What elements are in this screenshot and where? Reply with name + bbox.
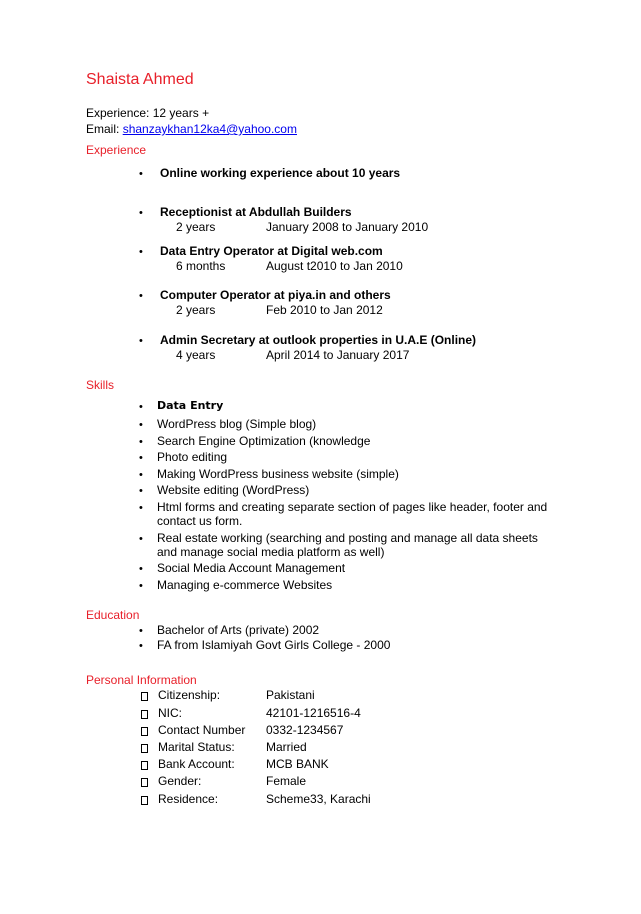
email-label: Email: xyxy=(86,122,120,136)
skill-item: Making WordPress business website (simple) xyxy=(157,467,399,481)
email-row xyxy=(86,122,297,136)
bullet-icon: • xyxy=(139,640,143,652)
personal-label: NIC: xyxy=(158,706,182,720)
section-experience-heading: Experience xyxy=(86,143,147,157)
bullet-icon: • xyxy=(139,436,143,448)
skill-item: Real estate working (searching and posting and manage all data sheets xyxy=(157,531,538,545)
bullet-icon: • xyxy=(139,401,143,413)
checkbox-glyph-icon xyxy=(141,727,148,736)
bullet-icon: • xyxy=(139,452,143,464)
bullet-icon: • xyxy=(139,168,143,180)
section-education-heading: Education xyxy=(86,608,140,622)
skill-item: Social Media Account Management xyxy=(157,561,346,575)
skill-item: Data Entry xyxy=(157,399,224,412)
bullet-icon: • xyxy=(139,533,143,545)
checkbox-glyph-icon xyxy=(141,692,148,701)
personal-label: Contact Number xyxy=(158,723,246,737)
skill-item: Html forms and creating separate section of pages like header, footer and xyxy=(157,500,548,514)
checkbox-glyph-icon xyxy=(141,778,148,787)
section-personal-heading: Personal Information xyxy=(86,673,197,687)
experience-title: Admin Secretary at outlook properties in U.A.E (Online) xyxy=(160,333,477,347)
skill-item: Managing e-commerce Websites xyxy=(157,578,333,592)
bullet-icon: • xyxy=(139,207,143,219)
experience-title: Data Entry Operator at Digital web.com xyxy=(160,244,383,258)
bullet-icon: • xyxy=(139,419,143,431)
personal-label: Citizenship: xyxy=(158,688,221,702)
experience-title: Receptionist at Abdullah Builders xyxy=(160,205,352,219)
bullet-icon: • xyxy=(139,502,143,514)
education-item: Bachelor of Arts (private) 2002 xyxy=(157,623,320,637)
email-link[interactable]: shanzaykhan12ka4@yahoo.com xyxy=(122,122,297,136)
bullet-icon: • xyxy=(139,625,143,637)
experience-duration: 6 months xyxy=(176,259,226,273)
section-skills-heading: Skills xyxy=(86,378,115,392)
personal-value: Scheme33, Karachi xyxy=(266,792,371,806)
personal-value: 42101-1216516-4 xyxy=(266,706,361,720)
personal-label: Residence: xyxy=(158,792,219,806)
personal-value: MCB BANK xyxy=(266,757,329,771)
experience-duration: 2 years xyxy=(176,303,216,317)
checkbox-glyph-icon xyxy=(141,761,148,770)
experience-period: August t2010 to Jan 2010 xyxy=(266,259,403,273)
skill-item: WordPress blog (Simple blog) xyxy=(157,417,317,431)
bullet-icon: • xyxy=(139,469,143,481)
personal-label: Gender: xyxy=(158,774,202,788)
skill-item: Search Engine Optimization (knowledge xyxy=(157,434,371,448)
education-item: FA from Islamiyah Govt Girls College - 2000 xyxy=(157,638,391,652)
bullet-icon: • xyxy=(139,563,143,575)
checkbox-glyph-icon xyxy=(141,710,148,719)
experience-duration: 4 years xyxy=(176,348,216,362)
skill-item: Photo editing xyxy=(157,450,228,464)
experience-summary: Experience: 12 years + xyxy=(86,106,210,120)
bullet-icon: • xyxy=(139,485,143,497)
personal-label: Bank Account: xyxy=(158,757,235,771)
checkbox-glyph-icon xyxy=(141,744,148,753)
bullet-icon: • xyxy=(139,246,143,258)
bullet-icon: • xyxy=(139,335,143,347)
experience-period: April 2014 to January 2017 xyxy=(266,348,410,362)
experience-title: Computer Operator at piya.in and others xyxy=(160,288,391,302)
personal-value: Married xyxy=(266,740,307,754)
skill-item: Website editing (WordPress) xyxy=(157,483,310,497)
skill-item-continued: contact us form. xyxy=(157,514,243,528)
personal-value: Pakistani xyxy=(266,688,315,702)
resume-name: Shaista Ahmed xyxy=(86,71,194,88)
bullet-icon: • xyxy=(139,580,143,592)
checkbox-glyph-icon xyxy=(141,796,148,805)
skill-item-continued: and manage social media platform as well) xyxy=(157,545,385,559)
personal-label: Marital Status: xyxy=(158,740,235,754)
bullet-icon: • xyxy=(139,290,143,302)
personal-value: Female xyxy=(266,774,307,788)
experience-period: Feb 2010 to Jan 2012 xyxy=(266,303,383,317)
experience-duration: 2 years xyxy=(176,220,216,234)
personal-value: 0332-1234567 xyxy=(266,723,344,737)
experience-title: Online working experience about 10 years xyxy=(160,166,401,180)
experience-period: January 2008 to January 2010 xyxy=(266,220,429,234)
